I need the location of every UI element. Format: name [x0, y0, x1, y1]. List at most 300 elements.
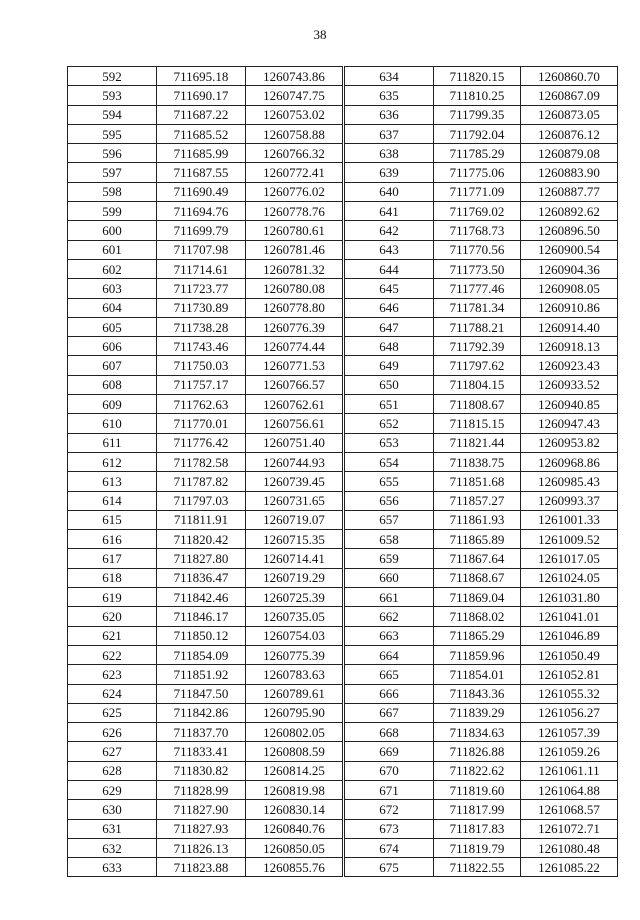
point-number-cell: 631 — [68, 819, 157, 838]
y-coordinate-cell: 1260762.61 — [246, 395, 343, 414]
point-number-cell: 655 — [345, 472, 434, 491]
table-row — [345, 819, 618, 838]
table-row — [68, 144, 343, 163]
y-coordinate-cell: 1260876.12 — [521, 124, 618, 143]
y-coordinate-cell: 1260719.29 — [246, 568, 343, 587]
table-row — [68, 607, 343, 626]
table-row — [345, 452, 618, 471]
x-coordinate-cell: 711861.93 — [434, 510, 521, 529]
point-number-cell: 605 — [68, 317, 157, 336]
table-row — [68, 86, 343, 105]
point-number-cell: 600 — [68, 221, 157, 240]
table-row — [345, 433, 618, 452]
y-coordinate-cell: 1260775.39 — [246, 645, 343, 664]
point-number-cell: 598 — [68, 182, 157, 201]
y-coordinate-cell: 1261001.33 — [521, 510, 618, 529]
x-coordinate-cell: 711714.61 — [157, 259, 246, 278]
point-number-cell: 617 — [68, 549, 157, 568]
y-coordinate-cell: 1260719.07 — [246, 510, 343, 529]
y-coordinate-cell: 1260778.80 — [246, 298, 343, 317]
x-coordinate-cell: 711792.04 — [434, 124, 521, 143]
x-coordinate-cell: 711837.70 — [157, 723, 246, 742]
table-row — [345, 684, 618, 703]
table-row — [345, 202, 618, 221]
point-number-cell: 673 — [345, 819, 434, 838]
point-number-cell: 674 — [345, 838, 434, 857]
x-coordinate-cell: 711820.42 — [157, 530, 246, 549]
table-row — [345, 356, 618, 375]
point-number-cell: 606 — [68, 337, 157, 356]
x-coordinate-cell: 711833.41 — [157, 742, 246, 761]
y-coordinate-cell: 1260850.05 — [246, 838, 343, 857]
y-coordinate-cell: 1261024.05 — [521, 568, 618, 587]
point-number-cell: 634 — [345, 67, 434, 86]
point-number-cell: 649 — [345, 356, 434, 375]
point-number-cell: 629 — [68, 780, 157, 799]
table-row — [68, 838, 343, 857]
x-coordinate-cell: 711850.12 — [157, 626, 246, 645]
coordinate-table-right — [344, 66, 618, 877]
table-row — [345, 491, 618, 510]
y-coordinate-cell: 1261057.39 — [521, 723, 618, 742]
y-coordinate-cell: 1260795.90 — [246, 703, 343, 722]
y-coordinate-cell: 1260754.03 — [246, 626, 343, 645]
table-row — [345, 279, 618, 298]
y-coordinate-cell: 1260947.43 — [521, 414, 618, 433]
table-row — [68, 742, 343, 761]
x-coordinate-cell: 711854.01 — [434, 665, 521, 684]
x-coordinate-cell: 711842.86 — [157, 703, 246, 722]
table-row — [68, 375, 343, 394]
point-number-cell: 593 — [68, 86, 157, 105]
y-coordinate-cell: 1260747.75 — [246, 86, 343, 105]
x-coordinate-cell: 711828.99 — [157, 780, 246, 799]
x-coordinate-cell: 711785.29 — [434, 144, 521, 163]
y-coordinate-cell: 1260968.86 — [521, 452, 618, 471]
x-coordinate-cell: 711799.35 — [434, 105, 521, 124]
y-coordinate-cell: 1260783.63 — [246, 665, 343, 684]
x-coordinate-cell: 711750.03 — [157, 356, 246, 375]
table-row — [345, 800, 618, 819]
y-coordinate-cell: 1260910.86 — [521, 298, 618, 317]
point-number-cell: 646 — [345, 298, 434, 317]
point-number-cell: 594 — [68, 105, 157, 124]
point-number-cell: 615 — [68, 510, 157, 529]
x-coordinate-cell: 711815.15 — [434, 414, 521, 433]
y-coordinate-cell: 1260904.36 — [521, 259, 618, 278]
x-coordinate-cell: 711804.15 — [434, 375, 521, 394]
table-row — [68, 298, 343, 317]
x-coordinate-cell: 711777.46 — [434, 279, 521, 298]
x-coordinate-cell: 711851.68 — [434, 472, 521, 491]
point-number-cell: 659 — [345, 549, 434, 568]
table-row — [345, 414, 618, 433]
y-coordinate-cell: 1261055.32 — [521, 684, 618, 703]
point-number-cell: 651 — [345, 395, 434, 414]
table-row — [345, 337, 618, 356]
table-row — [345, 240, 618, 259]
table-row — [68, 645, 343, 664]
x-coordinate-cell: 711834.63 — [434, 723, 521, 742]
coordinate-table-left — [67, 66, 343, 877]
x-coordinate-cell: 711707.98 — [157, 240, 246, 259]
point-number-cell: 614 — [68, 491, 157, 510]
y-coordinate-cell: 1261080.48 — [521, 838, 618, 857]
x-coordinate-cell: 711738.28 — [157, 317, 246, 336]
point-number-cell: 623 — [68, 665, 157, 684]
table-row — [68, 549, 343, 568]
y-coordinate-cell: 1260840.76 — [246, 819, 343, 838]
x-coordinate-cell: 711685.52 — [157, 124, 246, 143]
y-coordinate-cell: 1260933.52 — [521, 375, 618, 394]
y-coordinate-cell: 1260985.43 — [521, 472, 618, 491]
point-number-cell: 667 — [345, 703, 434, 722]
point-number-cell: 620 — [68, 607, 157, 626]
point-number-cell: 645 — [345, 279, 434, 298]
table-row — [68, 703, 343, 722]
y-coordinate-cell: 1260715.35 — [246, 530, 343, 549]
y-coordinate-cell: 1261031.80 — [521, 588, 618, 607]
table-row — [345, 607, 618, 626]
x-coordinate-cell: 711827.93 — [157, 819, 246, 838]
x-coordinate-cell: 711821.44 — [434, 433, 521, 452]
point-number-cell: 630 — [68, 800, 157, 819]
x-coordinate-cell: 711846.17 — [157, 607, 246, 626]
y-coordinate-cell: 1260802.05 — [246, 723, 343, 742]
y-coordinate-cell: 1260756.61 — [246, 414, 343, 433]
point-number-cell: 637 — [345, 124, 434, 143]
x-coordinate-cell: 711775.06 — [434, 163, 521, 182]
table-row — [345, 124, 618, 143]
table-row — [68, 67, 343, 86]
point-number-cell: 657 — [345, 510, 434, 529]
point-number-cell: 609 — [68, 395, 157, 414]
x-coordinate-cell: 711797.03 — [157, 491, 246, 510]
y-coordinate-cell: 1260731.65 — [246, 491, 343, 510]
x-coordinate-cell: 711865.89 — [434, 530, 521, 549]
table-row — [345, 510, 618, 529]
table-row — [68, 491, 343, 510]
y-coordinate-cell: 1261050.49 — [521, 645, 618, 664]
table-row — [345, 105, 618, 124]
point-number-cell: 616 — [68, 530, 157, 549]
x-coordinate-cell: 711768.73 — [434, 221, 521, 240]
table-row — [345, 182, 618, 201]
x-coordinate-cell: 711823.88 — [157, 858, 246, 877]
table-row — [345, 549, 618, 568]
x-coordinate-cell: 711792.39 — [434, 337, 521, 356]
y-coordinate-cell: 1260735.05 — [246, 607, 343, 626]
point-number-cell: 621 — [68, 626, 157, 645]
y-coordinate-cell: 1261052.81 — [521, 665, 618, 684]
y-coordinate-cell: 1260751.40 — [246, 433, 343, 452]
point-number-cell: 653 — [345, 433, 434, 452]
x-coordinate-cell: 711865.29 — [434, 626, 521, 645]
table-row — [345, 858, 618, 877]
x-coordinate-cell: 711867.64 — [434, 549, 521, 568]
table-row — [68, 414, 343, 433]
table-row — [345, 761, 618, 780]
point-number-cell: 596 — [68, 144, 157, 163]
point-number-cell: 624 — [68, 684, 157, 703]
point-number-cell: 599 — [68, 202, 157, 221]
y-coordinate-cell: 1261041.01 — [521, 607, 618, 626]
y-coordinate-cell: 1261068.57 — [521, 800, 618, 819]
x-coordinate-cell: 711847.50 — [157, 684, 246, 703]
point-number-cell: 610 — [68, 414, 157, 433]
table-row — [68, 684, 343, 703]
x-coordinate-cell: 711687.55 — [157, 163, 246, 182]
table-row — [68, 433, 343, 452]
y-coordinate-cell: 1261017.05 — [521, 549, 618, 568]
y-coordinate-cell: 1261009.52 — [521, 530, 618, 549]
x-coordinate-cell: 711810.25 — [434, 86, 521, 105]
x-coordinate-cell: 711869.04 — [434, 588, 521, 607]
point-number-cell: 648 — [345, 337, 434, 356]
table-row — [68, 395, 343, 414]
x-coordinate-cell: 711797.62 — [434, 356, 521, 375]
x-coordinate-cell: 711819.60 — [434, 780, 521, 799]
table-row — [68, 800, 343, 819]
y-coordinate-cell: 1260879.08 — [521, 144, 618, 163]
table-row — [345, 67, 618, 86]
point-number-cell: 622 — [68, 645, 157, 664]
table-row — [345, 742, 618, 761]
point-number-cell: 636 — [345, 105, 434, 124]
point-number-cell: 618 — [68, 568, 157, 587]
y-coordinate-cell: 1260789.61 — [246, 684, 343, 703]
table-row — [68, 163, 343, 182]
point-number-cell: 602 — [68, 259, 157, 278]
x-coordinate-cell: 711822.55 — [434, 858, 521, 877]
point-number-cell: 628 — [68, 761, 157, 780]
table-row — [68, 568, 343, 587]
y-coordinate-cell: 1260780.61 — [246, 221, 343, 240]
x-coordinate-cell: 711851.92 — [157, 665, 246, 684]
y-coordinate-cell: 1260776.02 — [246, 182, 343, 201]
point-number-cell: 656 — [345, 491, 434, 510]
x-coordinate-cell: 711817.83 — [434, 819, 521, 838]
table-row — [345, 472, 618, 491]
y-coordinate-cell: 1260883.90 — [521, 163, 618, 182]
x-coordinate-cell: 711695.18 — [157, 67, 246, 86]
x-coordinate-cell: 711690.49 — [157, 182, 246, 201]
point-number-cell: 664 — [345, 645, 434, 664]
table-row — [345, 259, 618, 278]
table-row — [68, 240, 343, 259]
point-number-cell: 607 — [68, 356, 157, 375]
y-coordinate-cell: 1260953.82 — [521, 433, 618, 452]
y-coordinate-cell: 1260766.32 — [246, 144, 343, 163]
point-number-cell: 633 — [68, 858, 157, 877]
x-coordinate-cell: 711808.67 — [434, 395, 521, 414]
point-number-cell: 668 — [345, 723, 434, 742]
x-coordinate-cell: 711820.15 — [434, 67, 521, 86]
table-row — [68, 259, 343, 278]
table-row — [68, 780, 343, 799]
y-coordinate-cell: 1260940.85 — [521, 395, 618, 414]
point-number-cell: 639 — [345, 163, 434, 182]
x-coordinate-cell: 711787.82 — [157, 472, 246, 491]
x-coordinate-cell: 711773.50 — [434, 259, 521, 278]
y-coordinate-cell: 1260873.05 — [521, 105, 618, 124]
table-row — [345, 395, 618, 414]
point-number-cell: 611 — [68, 433, 157, 452]
point-number-cell: 603 — [68, 279, 157, 298]
table-row — [345, 626, 618, 645]
x-coordinate-cell: 711819.79 — [434, 838, 521, 857]
table-row — [68, 202, 343, 221]
point-number-cell: 625 — [68, 703, 157, 722]
x-coordinate-cell: 711730.89 — [157, 298, 246, 317]
table-row — [345, 317, 618, 336]
x-coordinate-cell: 711782.58 — [157, 452, 246, 471]
point-number-cell: 647 — [345, 317, 434, 336]
y-coordinate-cell: 1260714.41 — [246, 549, 343, 568]
x-coordinate-cell: 711857.27 — [434, 491, 521, 510]
y-coordinate-cell: 1260867.09 — [521, 86, 618, 105]
y-coordinate-cell: 1260743.86 — [246, 67, 343, 86]
point-number-cell: 626 — [68, 723, 157, 742]
x-coordinate-cell: 711762.63 — [157, 395, 246, 414]
y-coordinate-cell: 1260993.37 — [521, 491, 618, 510]
y-coordinate-cell: 1260887.77 — [521, 182, 618, 201]
point-number-cell: 662 — [345, 607, 434, 626]
y-coordinate-cell: 1261085.22 — [521, 858, 618, 877]
table-row — [68, 124, 343, 143]
table-row — [68, 356, 343, 375]
table-row — [68, 530, 343, 549]
y-coordinate-cell: 1261072.71 — [521, 819, 618, 838]
point-number-cell: 638 — [345, 144, 434, 163]
y-coordinate-cell: 1260771.53 — [246, 356, 343, 375]
x-coordinate-cell: 711687.22 — [157, 105, 246, 124]
y-coordinate-cell: 1260860.70 — [521, 67, 618, 86]
point-number-cell: 595 — [68, 124, 157, 143]
point-number-cell: 635 — [345, 86, 434, 105]
y-coordinate-cell: 1261059.26 — [521, 742, 618, 761]
table-row — [345, 163, 618, 182]
x-coordinate-cell: 711694.76 — [157, 202, 246, 221]
point-number-cell: 660 — [345, 568, 434, 587]
y-coordinate-cell: 1260819.98 — [246, 780, 343, 799]
y-coordinate-cell: 1260855.76 — [246, 858, 343, 877]
y-coordinate-cell: 1260900.54 — [521, 240, 618, 259]
point-number-cell: 627 — [68, 742, 157, 761]
point-number-cell: 643 — [345, 240, 434, 259]
y-coordinate-cell: 1260739.45 — [246, 472, 343, 491]
table-row — [345, 838, 618, 857]
x-coordinate-cell: 711743.46 — [157, 337, 246, 356]
y-coordinate-cell: 1260908.05 — [521, 279, 618, 298]
point-number-cell: 608 — [68, 375, 157, 394]
y-coordinate-cell: 1260781.32 — [246, 259, 343, 278]
table-row — [68, 626, 343, 645]
point-number-cell: 619 — [68, 588, 157, 607]
point-number-cell: 642 — [345, 221, 434, 240]
y-coordinate-cell: 1260753.02 — [246, 105, 343, 124]
x-coordinate-cell: 711788.21 — [434, 317, 521, 336]
point-number-cell: 650 — [345, 375, 434, 394]
point-number-cell: 644 — [345, 259, 434, 278]
x-coordinate-cell: 711842.46 — [157, 588, 246, 607]
x-coordinate-cell: 711827.90 — [157, 800, 246, 819]
point-number-cell: 612 — [68, 452, 157, 471]
y-coordinate-cell: 1260774.44 — [246, 337, 343, 356]
x-coordinate-cell: 711811.91 — [157, 510, 246, 529]
point-number-cell: 675 — [345, 858, 434, 877]
x-coordinate-cell: 711770.01 — [157, 414, 246, 433]
table-row — [68, 105, 343, 124]
point-number-cell: 671 — [345, 780, 434, 799]
table-row — [345, 144, 618, 163]
table-row — [68, 723, 343, 742]
x-coordinate-cell: 711685.99 — [157, 144, 246, 163]
table-row — [345, 375, 618, 394]
table-row — [345, 86, 618, 105]
table-row — [345, 298, 618, 317]
x-coordinate-cell: 711839.29 — [434, 703, 521, 722]
table-row — [68, 317, 343, 336]
x-coordinate-cell: 711843.36 — [434, 684, 521, 703]
x-coordinate-cell: 711770.56 — [434, 240, 521, 259]
point-number-cell: 670 — [345, 761, 434, 780]
table-row — [68, 665, 343, 684]
y-coordinate-cell: 1260808.59 — [246, 742, 343, 761]
x-coordinate-cell: 711771.09 — [434, 182, 521, 201]
point-number-cell: 604 — [68, 298, 157, 317]
y-coordinate-cell: 1260725.39 — [246, 588, 343, 607]
y-coordinate-cell: 1260772.41 — [246, 163, 343, 182]
x-coordinate-cell: 711859.96 — [434, 645, 521, 664]
point-number-cell: 663 — [345, 626, 434, 645]
table-row — [68, 588, 343, 607]
table-row — [68, 819, 343, 838]
x-coordinate-cell: 711699.79 — [157, 221, 246, 240]
table-row — [68, 761, 343, 780]
x-coordinate-cell: 711776.42 — [157, 433, 246, 452]
point-number-cell: 597 — [68, 163, 157, 182]
x-coordinate-cell: 711868.67 — [434, 568, 521, 587]
x-coordinate-cell: 711822.62 — [434, 761, 521, 780]
point-number-cell: 652 — [345, 414, 434, 433]
table-row — [68, 510, 343, 529]
y-coordinate-cell: 1260776.39 — [246, 317, 343, 336]
x-coordinate-cell: 711781.34 — [434, 298, 521, 317]
table-row — [345, 645, 618, 664]
point-number-cell: 601 — [68, 240, 157, 259]
x-coordinate-cell: 711868.02 — [434, 607, 521, 626]
table-row — [345, 723, 618, 742]
point-number-cell: 592 — [68, 67, 157, 86]
table-row — [68, 279, 343, 298]
table-row — [345, 568, 618, 587]
point-number-cell: 640 — [345, 182, 434, 201]
table-row — [345, 530, 618, 549]
x-coordinate-cell: 711757.17 — [157, 375, 246, 394]
y-coordinate-cell: 1260896.50 — [521, 221, 618, 240]
x-coordinate-cell: 711838.75 — [434, 452, 521, 471]
table-row — [345, 588, 618, 607]
x-coordinate-cell: 711769.02 — [434, 202, 521, 221]
table-row — [345, 665, 618, 684]
y-coordinate-cell: 1260781.46 — [246, 240, 343, 259]
x-coordinate-cell: 711854.09 — [157, 645, 246, 664]
point-number-cell: 641 — [345, 202, 434, 221]
point-number-cell: 672 — [345, 800, 434, 819]
table-row — [345, 703, 618, 722]
x-coordinate-cell: 711836.47 — [157, 568, 246, 587]
